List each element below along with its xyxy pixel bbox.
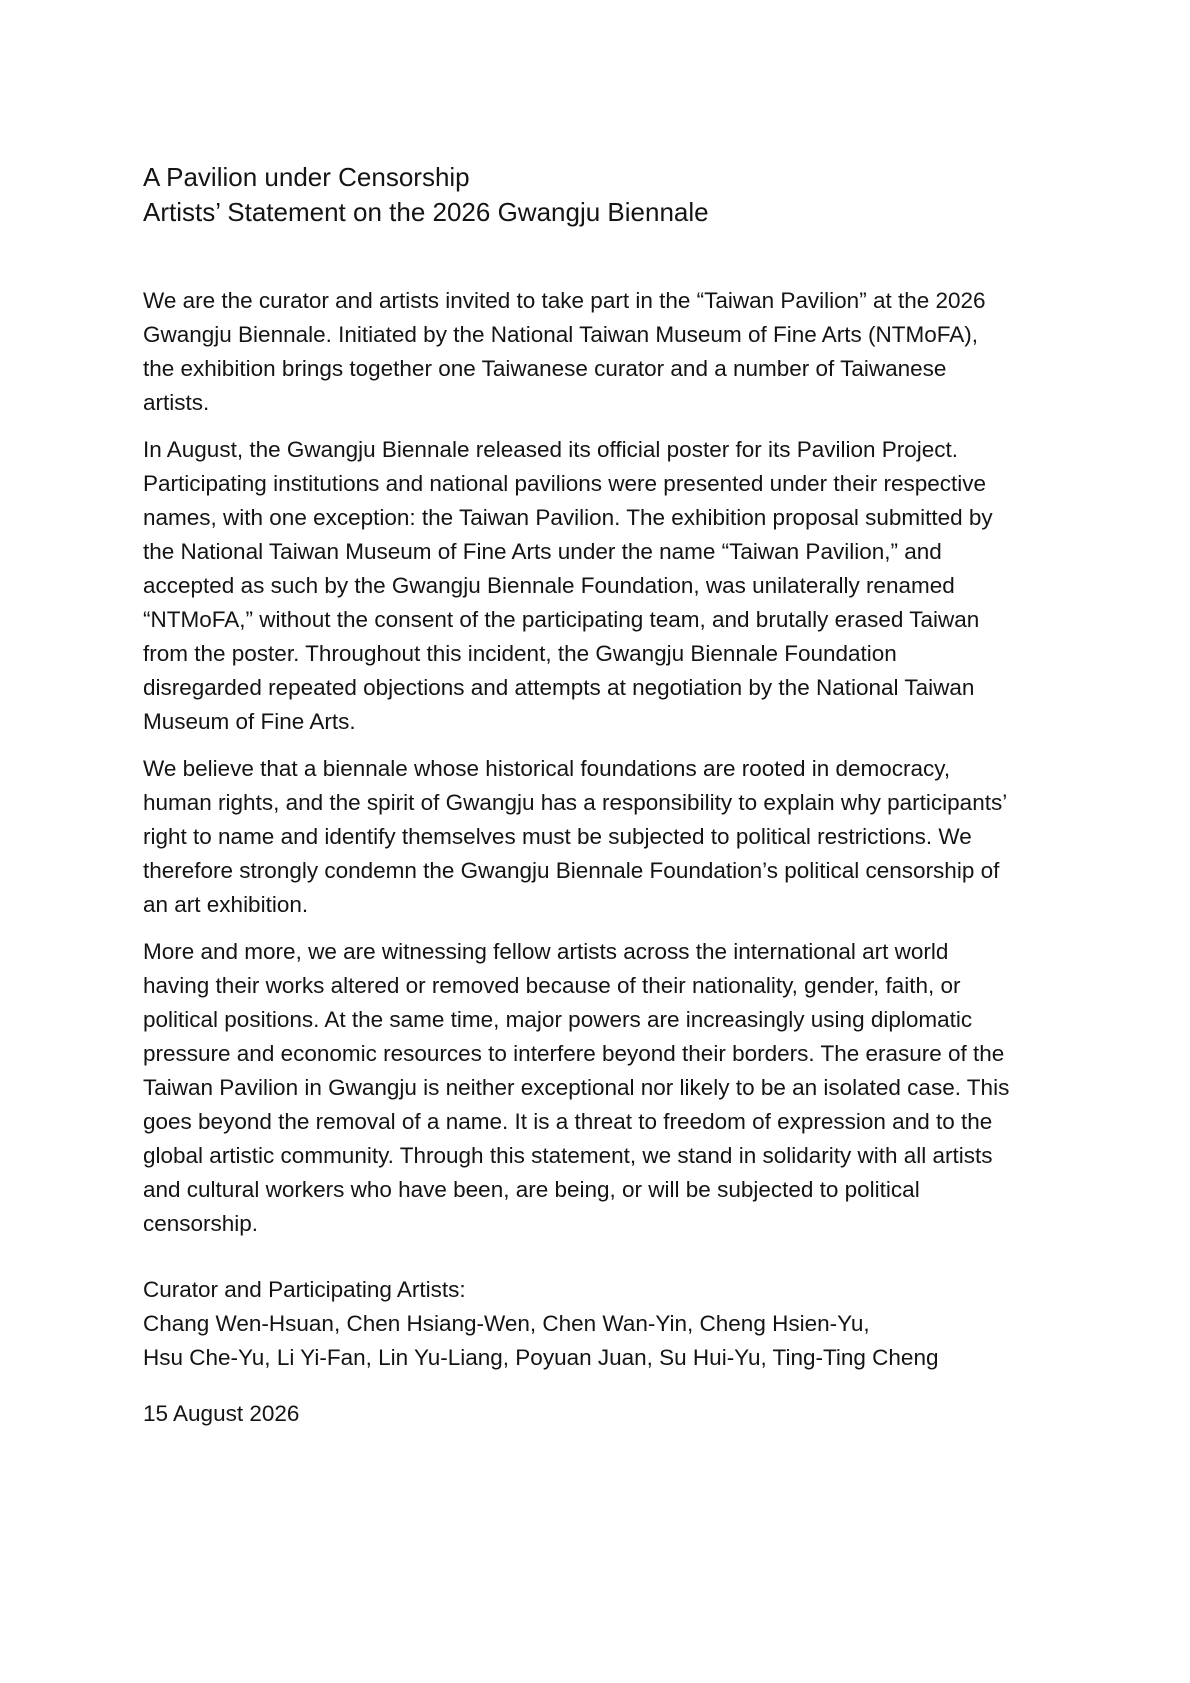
paragraph-4: More and more, we are witnessing fellow artists across the international art world having their works altered or removed because of their nationality, gender, faith, or political positions. At the same time, major powers are increasingly using diplomatic pressure and economic resources to interfere beyond their borders. The erasure of the Taiwan Pavilion in Gwangju is neither exceptional nor likely to be an isolated case. This goes beyond the removal of a name. It is a threat to freedom of expression and to the global artistic community. Through this statement, we stand in solidarity with all artists and cultural workers who have been, are being, or will be subjected to political censorship. <box>143 939 1010 1236</box>
title-line-1: A Pavilion under Censorship <box>143 162 470 192</box>
paragraph-2: In August, the Gwangju Biennale released its official poster for its Pavilion Project. Participating institutions and national pavilions were presented under their respective names, with one exception: the Taiwan Pavilion. The exhibition proposal submitted by the National Taiwan Museum of Fine Arts under the name “Taiwan Pavilion,” and accepted as such by the Gwangju Biennale Foundation, was unilaterally renamed “NTMoFA,” without the consent of the participating team, and brutally erased Taiwan from the poster. Throughout this incident, the Gwangju Biennale Foundation disregarded repeated objections and attempts at negotiation by the National Taiwan Museum of Fine Arts. <box>143 437 993 734</box>
signatories-block <box>143 1273 1013 1375</box>
title-line-2: Artists’ Statement on the 2026 Gwangju Biennale <box>143 197 709 227</box>
statement-body <box>143 284 1013 1241</box>
paragraph-1: We are the curator and artists invited to take part in the “Taiwan Pavilion” at the 2026 Gwangju Biennale. Initiated by the National Taiwan Museum of Fine Arts (NTMoFA), the exhibition brings together one Taiwanese curator and a number of Taiwanese artists. <box>143 288 986 415</box>
signatories-line-1: Chang Wen-Hsuan, Chen Hsiang-Wen, Chen Wan-Yin, Cheng Hsien-Yu, <box>143 1311 870 1336</box>
signatories-heading: Curator and Participating Artists: <box>143 1277 466 1302</box>
document-title <box>143 160 1013 230</box>
signatories-line-2: Hsu Che-Yu, Li Yi-Fan, Lin Yu-Liang, Poyuan Juan, Su Hui-Yu, Ting-Ting Cheng <box>143 1345 939 1370</box>
paragraph-3: We believe that a biennale whose historical foundations are rooted in democracy, human rights, and the spirit of Gwangju has a responsibility to explain why participants’ right to name and identify themselves must be subjected to political restrictions. We therefore strongly condemn the Gwangju Biennale Foundation’s political censorship of an art exhibition. <box>143 756 1007 917</box>
statement-date: 15 August 2026 <box>143 1401 300 1426</box>
statement-page <box>143 160 1013 1431</box>
